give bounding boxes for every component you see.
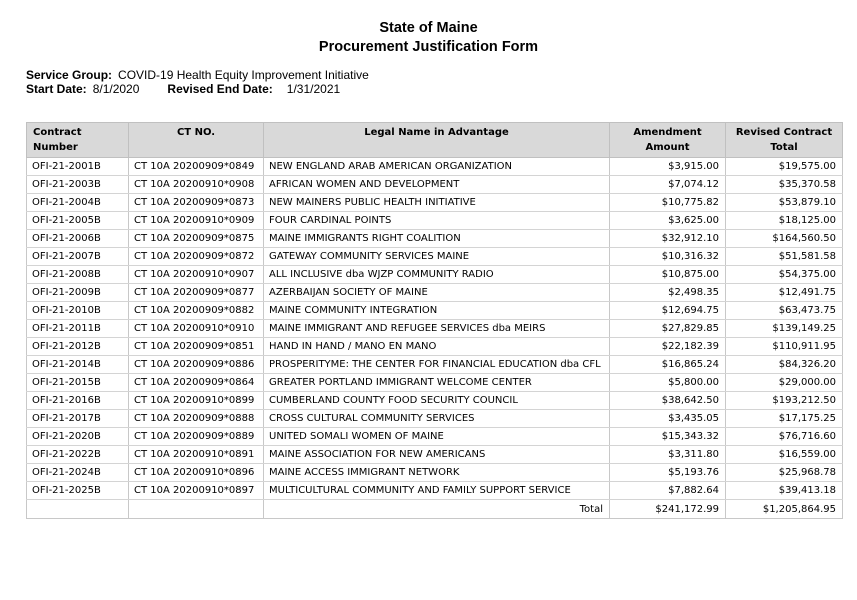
cell-contract-number: OFI-21-2004B: [27, 194, 129, 212]
cell-amendment-amount: $32,912.10: [610, 230, 726, 248]
cell-revised-total: $35,370.58: [726, 176, 843, 194]
cell-amendment-amount: $7,074.12: [610, 176, 726, 194]
revised-end-date-label: Revised End Date:: [167, 82, 273, 96]
cell-amendment-amount: $7,882.64: [610, 482, 726, 500]
table-header-row: [27, 123, 843, 158]
cell-amendment-amount: $5,193.76: [610, 464, 726, 482]
cell-ct-no: CT 10A 20200909*0864: [129, 374, 264, 392]
cell-revised-total: $25,968.78: [726, 464, 843, 482]
table-row: [27, 446, 843, 464]
cell-amendment-amount: $22,182.39: [610, 338, 726, 356]
cell-ct-no: CT 10A 20200910*0908: [129, 176, 264, 194]
cell-amendment-amount: $2,498.35: [610, 284, 726, 302]
table-row: [27, 284, 843, 302]
table-row: [27, 248, 843, 266]
col-amendment-amount: Amendment Amount: [610, 123, 726, 158]
table-row: [27, 482, 843, 500]
cell-contract-number: OFI-21-2011B: [27, 320, 129, 338]
total-row: [27, 500, 843, 519]
cell-legal-name: MULTICULTURAL COMMUNITY AND FAMILY SUPPORT SERVICE: [264, 482, 610, 500]
service-group-line: [26, 68, 369, 82]
cell-amendment-amount: $3,311.80: [610, 446, 726, 464]
cell-amendment-amount: $16,865.24: [610, 356, 726, 374]
cell-contract-number: OFI-21-2016B: [27, 392, 129, 410]
cell-contract-number: OFI-21-2020B: [27, 428, 129, 446]
cell-ct-no: CT 10A 20200909*0877: [129, 284, 264, 302]
cell-revised-total: $63,473.75: [726, 302, 843, 320]
cell-amendment-amount: $15,343.32: [610, 428, 726, 446]
cell-ct-no: CT 10A 20200909*0886: [129, 356, 264, 374]
cell-contract-number: OFI-21-2008B: [27, 266, 129, 284]
cell-amendment-amount: $5,800.00: [610, 374, 726, 392]
cell-contract-number: OFI-21-2010B: [27, 302, 129, 320]
table-row: [27, 194, 843, 212]
cell-legal-name: ALL INCLUSIVE dba WJZP COMMUNITY RADIO: [264, 266, 610, 284]
cell-contract-number: OFI-21-2012B: [27, 338, 129, 356]
cell-contract-number: OFI-21-2024B: [27, 464, 129, 482]
cell-ct-no: CT 10A 20200909*0872: [129, 248, 264, 266]
cell-legal-name: GATEWAY COMMUNITY SERVICES MAINE: [264, 248, 610, 266]
cell-legal-name: MAINE ASSOCIATION FOR NEW AMERICANS: [264, 446, 610, 464]
table-row: [27, 374, 843, 392]
cell-revised-total: $16,559.00: [726, 446, 843, 464]
cell-legal-name: MAINE ACCESS IMMIGRANT NETWORK: [264, 464, 610, 482]
cell-legal-name: CUMBERLAND COUNTY FOOD SECURITY COUNCIL: [264, 392, 610, 410]
cell-legal-name: FOUR CARDINAL POINTS: [264, 212, 610, 230]
cell-contract-number: OFI-21-2014B: [27, 356, 129, 374]
cell-legal-name: UNITED SOMALI WOMEN OF MAINE: [264, 428, 610, 446]
cell-revised-total: $110,911.95: [726, 338, 843, 356]
total-revised-total: $1,205,864.95: [726, 500, 843, 519]
cell-ct-no: CT 10A 20200910*0909: [129, 212, 264, 230]
cell-revised-total: $19,575.00: [726, 158, 843, 176]
title-state: State of Maine: [379, 20, 478, 36]
cell-revised-total: $51,581.58: [726, 248, 843, 266]
cell-contract-number: OFI-21-2017B: [27, 410, 129, 428]
cell-ct-no: CT 10A 20200910*0910: [129, 320, 264, 338]
col-contract-number: Contract Number: [27, 123, 129, 158]
cell-contract-number: OFI-21-2015B: [27, 374, 129, 392]
cell-amendment-amount: $10,316.32: [610, 248, 726, 266]
cell-ct-no: CT 10A 20200910*0897: [129, 482, 264, 500]
cell-legal-name: AZERBAIJAN SOCIETY OF MAINE: [264, 284, 610, 302]
form-meta: [26, 68, 369, 96]
cell-ct-no: CT 10A 20200910*0896: [129, 464, 264, 482]
cell-revised-total: $39,413.18: [726, 482, 843, 500]
table-row: [27, 266, 843, 284]
cell-legal-name: GREATER PORTLAND IMMIGRANT WELCOME CENTER: [264, 374, 610, 392]
cell-contract-number: OFI-21-2007B: [27, 248, 129, 266]
table-row: [27, 212, 843, 230]
service-group-label: Service Group:: [26, 68, 113, 82]
cell-revised-total: $139,149.25: [726, 320, 843, 338]
cell-revised-total: $17,175.25: [726, 410, 843, 428]
cell-legal-name: NEW ENGLAND ARAB AMERICAN ORGANIZATION: [264, 158, 610, 176]
cell-amendment-amount: $12,694.75: [610, 302, 726, 320]
start-date-value: 8/1/2020: [92, 82, 140, 96]
table-row: [27, 302, 843, 320]
table-row: [27, 392, 843, 410]
service-group-value: COVID-19 Health Equity Improvement Initiative: [118, 68, 369, 82]
col-ct-no: CT NO.: [129, 123, 264, 158]
cell-ct-no: CT 10A 20200909*0849: [129, 158, 264, 176]
col-revised-total: Revised Contract Total: [726, 123, 843, 158]
start-date-label: Start Date:: [26, 82, 87, 96]
cell-amendment-amount: $27,829.85: [610, 320, 726, 338]
document-title: [0, 19, 857, 57]
total-amendment-amount: $241,172.99: [610, 500, 726, 519]
cell-contract-number: OFI-21-2005B: [27, 212, 129, 230]
cell-legal-name: HAND IN HAND / MANO EN MANO: [264, 338, 610, 356]
table-row: [27, 320, 843, 338]
table-row: [27, 338, 843, 356]
cell-amendment-amount: $3,915.00: [610, 158, 726, 176]
cell-amendment-amount: $3,435.05: [610, 410, 726, 428]
col-legal-name: Legal Name in Advantage: [264, 123, 610, 158]
cell-revised-total: $53,879.10: [726, 194, 843, 212]
cell-contract-number: OFI-21-2009B: [27, 284, 129, 302]
cell-contract-number: OFI-21-2025B: [27, 482, 129, 500]
cell-ct-no: CT 10A 20200910*0899: [129, 392, 264, 410]
cell-revised-total: $18,125.00: [726, 212, 843, 230]
cell-contract-number: OFI-21-2001B: [27, 158, 129, 176]
cell-amendment-amount: $38,642.50: [610, 392, 726, 410]
cell-legal-name: PROSPERITYME: THE CENTER FOR FINANCIAL EDUCATION dba CFL: [264, 356, 610, 374]
table-row: [27, 356, 843, 374]
cell-ct-no: CT 10A 20200909*0882: [129, 302, 264, 320]
cell-revised-total: $76,716.60: [726, 428, 843, 446]
revised-end-date-value: 1/31/2021: [286, 82, 341, 96]
cell-legal-name: AFRICAN WOMEN AND DEVELOPMENT: [264, 176, 610, 194]
cell-amendment-amount: $3,625.00: [610, 212, 726, 230]
total-label: Total: [264, 500, 610, 519]
cell-legal-name: MAINE COMMUNITY INTEGRATION: [264, 302, 610, 320]
table-row: [27, 230, 843, 248]
cell-contract-number: OFI-21-2003B: [27, 176, 129, 194]
cell-legal-name: MAINE IMMIGRANTS RIGHT COALITION: [264, 230, 610, 248]
cell-ct-no: CT 10A 20200909*0851: [129, 338, 264, 356]
cell-legal-name: NEW MAINERS PUBLIC HEALTH INITIATIVE: [264, 194, 610, 212]
cell-contract-number: OFI-21-2022B: [27, 446, 129, 464]
table-row: [27, 410, 843, 428]
cell-ct-no: CT 10A 20200909*0888: [129, 410, 264, 428]
table-row: [27, 158, 843, 176]
cell-revised-total: $193,212.50: [726, 392, 843, 410]
cell-ct-no: CT 10A 20200909*0889: [129, 428, 264, 446]
cell-revised-total: $29,000.00: [726, 374, 843, 392]
cell-contract-number: OFI-21-2006B: [27, 230, 129, 248]
cell-amendment-amount: $10,775.82: [610, 194, 726, 212]
cell-revised-total: $164,560.50: [726, 230, 843, 248]
cell-ct-no: CT 10A 20200910*0907: [129, 266, 264, 284]
cell-ct-no: CT 10A 20200909*0873: [129, 194, 264, 212]
contracts-table: [26, 122, 843, 519]
cell-revised-total: $84,326.20: [726, 356, 843, 374]
cell-ct-no: CT 10A 20200910*0891: [129, 446, 264, 464]
table-row: [27, 176, 843, 194]
dates-line: [26, 82, 369, 96]
cell-legal-name: CROSS CULTURAL COMMUNITY SERVICES: [264, 410, 610, 428]
cell-ct-no: CT 10A 20200909*0875: [129, 230, 264, 248]
cell-revised-total: $12,491.75: [726, 284, 843, 302]
cell-legal-name: MAINE IMMIGRANT AND REFUGEE SERVICES dba MEIRS: [264, 320, 610, 338]
title-form: Procurement Justification Form: [318, 39, 539, 55]
table-row: [27, 428, 843, 446]
table-row: [27, 464, 843, 482]
cell-amendment-amount: $10,875.00: [610, 266, 726, 284]
cell-revised-total: $54,375.00: [726, 266, 843, 284]
